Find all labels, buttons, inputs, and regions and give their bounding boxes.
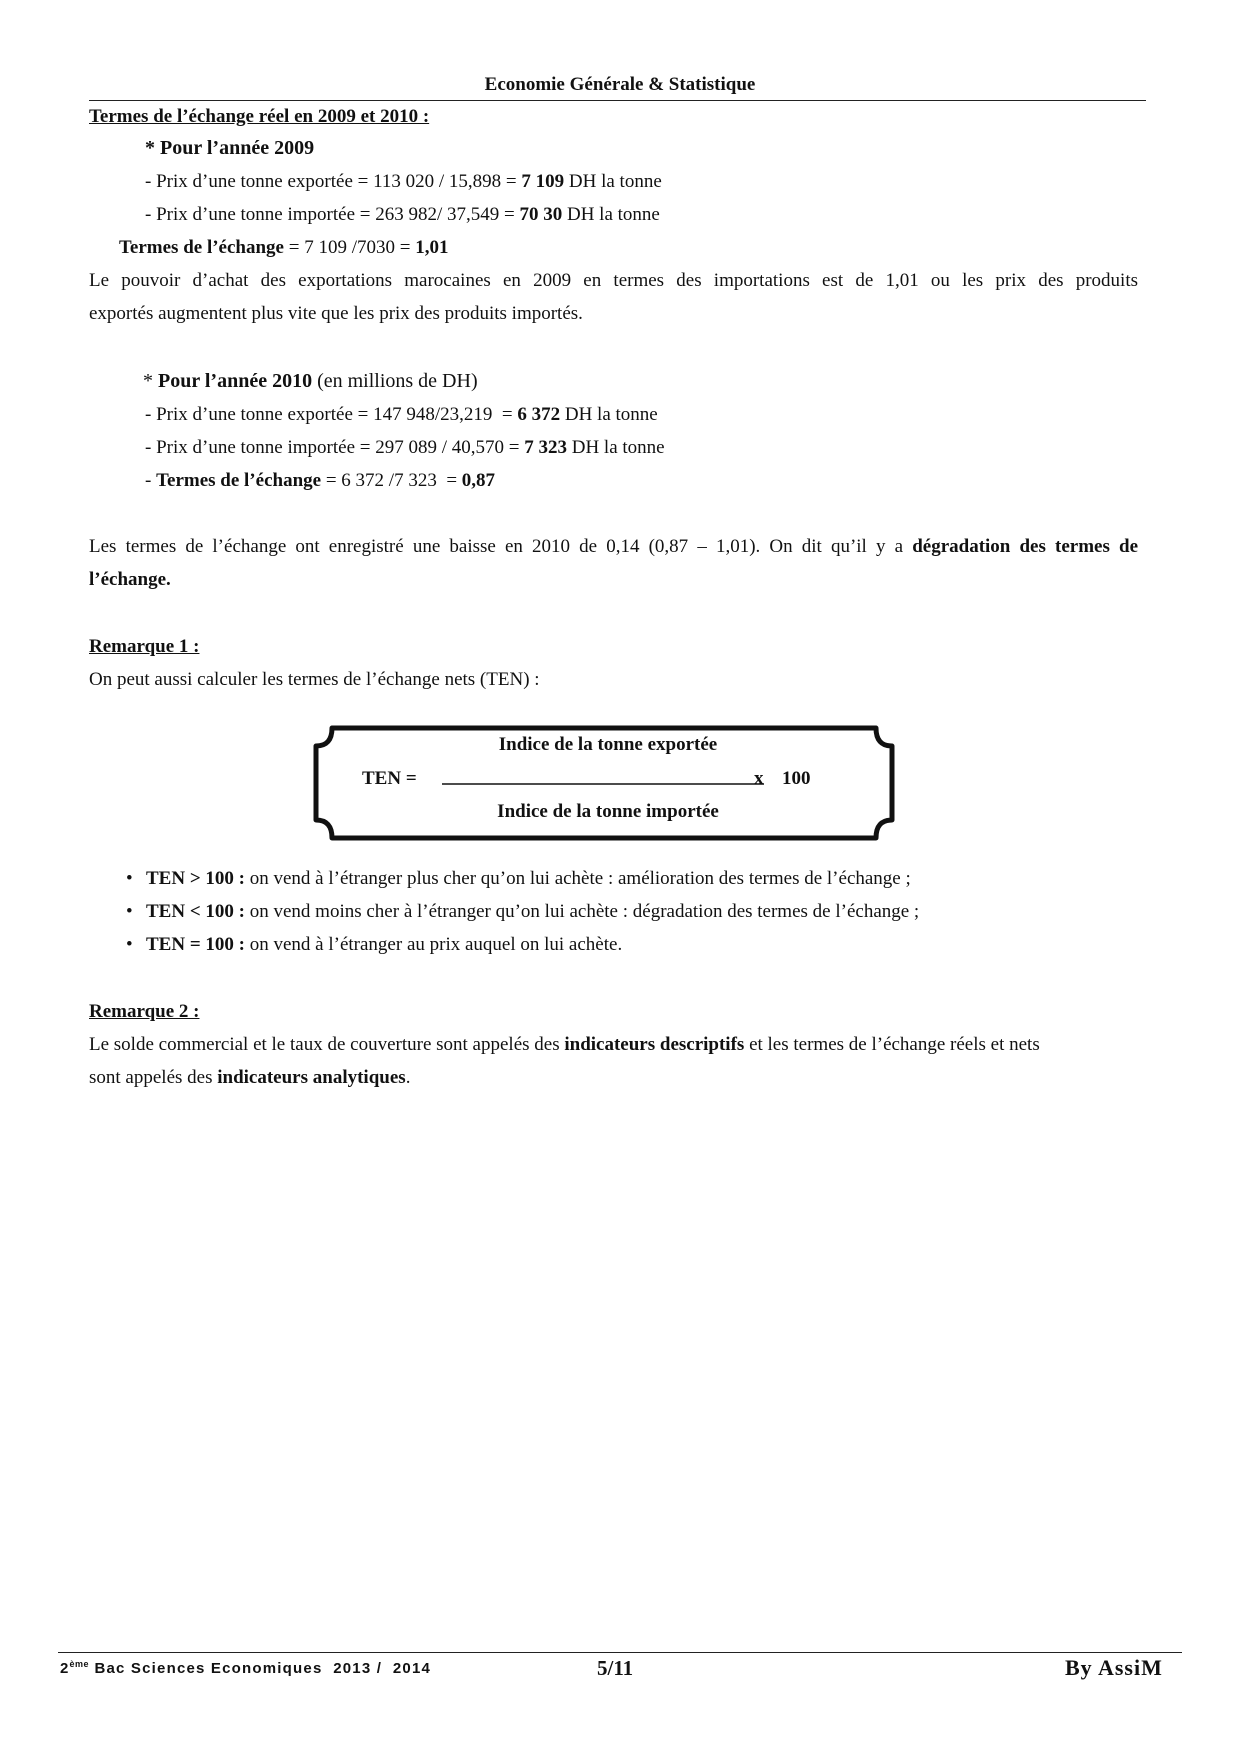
formula-times: x [754, 768, 764, 789]
export-value-2009: 7 109 [521, 171, 565, 192]
remarque-2-line1 [89, 1034, 1040, 1056]
export-price-2010 [145, 404, 658, 426]
paragraph-2010-emphasis: dégradation des termes de [912, 536, 1138, 557]
bullet-condition: TEN = 100 : [146, 934, 245, 955]
paragraph-2009-line1: Le pouvoir d’achat des exportations marocaines en 2009 en termes des importations est de 1,01 ou les prix des produits [89, 270, 1138, 291]
remarque-2-text-b: et les termes de l’échange réels et nets [749, 1034, 1040, 1055]
export-unit-2009: DH la tonne [568, 171, 662, 192]
bullet-icon: • [126, 934, 133, 955]
remarque-2-period: . [405, 1067, 411, 1088]
import-price-2010 [145, 437, 665, 459]
remarque-2-title: Remarque 2 : [89, 1001, 200, 1022]
year-2010-title: Pour l’année 2010 [158, 370, 313, 392]
year-2010-heading [143, 370, 478, 393]
paragraph-2010-line1 [89, 536, 1138, 558]
export-unit-2010: DH la tonne [564, 404, 658, 425]
remarque-1-intro: On peut aussi calculer les termes de l’échange nets (TEN) : [89, 669, 540, 690]
terms-value-2010: 0,87 [461, 470, 496, 491]
terms-formula-2009: = 7 109 /7030 = [288, 237, 411, 258]
import-value-2010: 7 323 [524, 437, 567, 458]
remarque-2-emphasis-b: indicateurs analytiques [217, 1067, 406, 1088]
section-title: Termes de l’échange réel en 2009 et 2010 : [89, 106, 430, 127]
footer-course-name: Bac Sciences Economiques 2013 / 2014 [94, 1660, 432, 1677]
page-header-title: Economie Générale & Statistique [484, 74, 756, 95]
page-number: 5/11 [597, 1656, 634, 1680]
footer-level-suffix: ème [69, 1659, 90, 1669]
import-formula-2009: - Prix d’une tonne importée = 263 982/ 37,549 = [145, 204, 515, 225]
terms-value-2009: 1,01 [415, 237, 449, 258]
export-formula-2009: - Prix d’une tonne exportée = 113 020 / 15,898 = [145, 171, 517, 192]
bullet-icon: • [126, 901, 133, 922]
remarque-2-emphasis-a: indicateurs descriptifs [564, 1034, 745, 1055]
bullet-condition: TEN < 100 : [146, 901, 245, 922]
paragraph-2010-line2: l’échange. [89, 569, 171, 590]
formula-lhs: TEN = [362, 768, 417, 789]
terms-label-2010: Termes de l’échange [156, 470, 322, 491]
year-2010-star: * [143, 370, 153, 392]
footer-author: By AssiM [1065, 1655, 1163, 1680]
terms-of-trade-2010 [145, 470, 495, 492]
formula-numerator: Indice de la tonne exportée [498, 734, 718, 755]
footer-divider [58, 1652, 1182, 1653]
import-unit-2009: DH la tonne [566, 204, 660, 225]
import-unit-2010: DH la tonne [571, 437, 665, 458]
bullet-text: on vend à l’étranger plus cher qu’on lui achète : amélioration des termes de l’échange ; [249, 868, 911, 889]
export-value-2010: 6 372 [517, 404, 561, 425]
import-value-2009: 70 30 [519, 204, 563, 225]
bullet-text: on vend moins cher à l’étranger qu’on lui achète : dégradation des termes de l’échange ; [249, 901, 920, 922]
bullet-text: on vend à l’étranger au prix auquel on lui achète. [249, 934, 623, 955]
header-divider [89, 100, 1146, 101]
terms-formula-2010: = 6 372 /7 323 = [325, 470, 458, 491]
year-2010-unit: (en millions de DH) [317, 370, 478, 392]
formula-factor: 100 [782, 768, 811, 789]
footer-course [60, 1659, 431, 1677]
terms-dash-2010: - [145, 470, 152, 491]
year-2009-heading: * Pour l’année 2009 [145, 137, 315, 159]
bullet-condition: TEN > 100 : [146, 868, 245, 889]
export-price-2009 [145, 171, 662, 193]
import-price-2009 [145, 204, 660, 226]
remarque-1-title: Remarque 1 : [89, 636, 200, 657]
remarque-2-line2 [89, 1067, 410, 1089]
footer-level: 2 [60, 1660, 70, 1677]
import-formula-2010: - Prix d’une tonne importée = 297 089 / 40,570 = [145, 437, 520, 458]
bullet-icon: • [126, 868, 133, 889]
paragraph-2009-line2: exportés augmentent plus vite que les prix des produits importés. [89, 303, 583, 324]
remarque-2-text-c: sont appelés des [89, 1067, 213, 1088]
formula-denominator: Indice de la tonne importée [497, 801, 719, 822]
export-formula-2010: - Prix d’une tonne exportée = 147 948/23,219 = [145, 404, 513, 425]
remarque-2-text-a: Le solde commercial et le taux de couverture sont appelés des [89, 1034, 560, 1055]
terms-label-2009: Termes de l’échange [119, 237, 284, 258]
paragraph-2010-text: Les termes de l’échange ont enregistré une baisse en 2010 de 0,14 (0,87 – 1,01). On dit qu’il y a [89, 536, 904, 557]
terms-of-trade-2009 [119, 237, 448, 259]
